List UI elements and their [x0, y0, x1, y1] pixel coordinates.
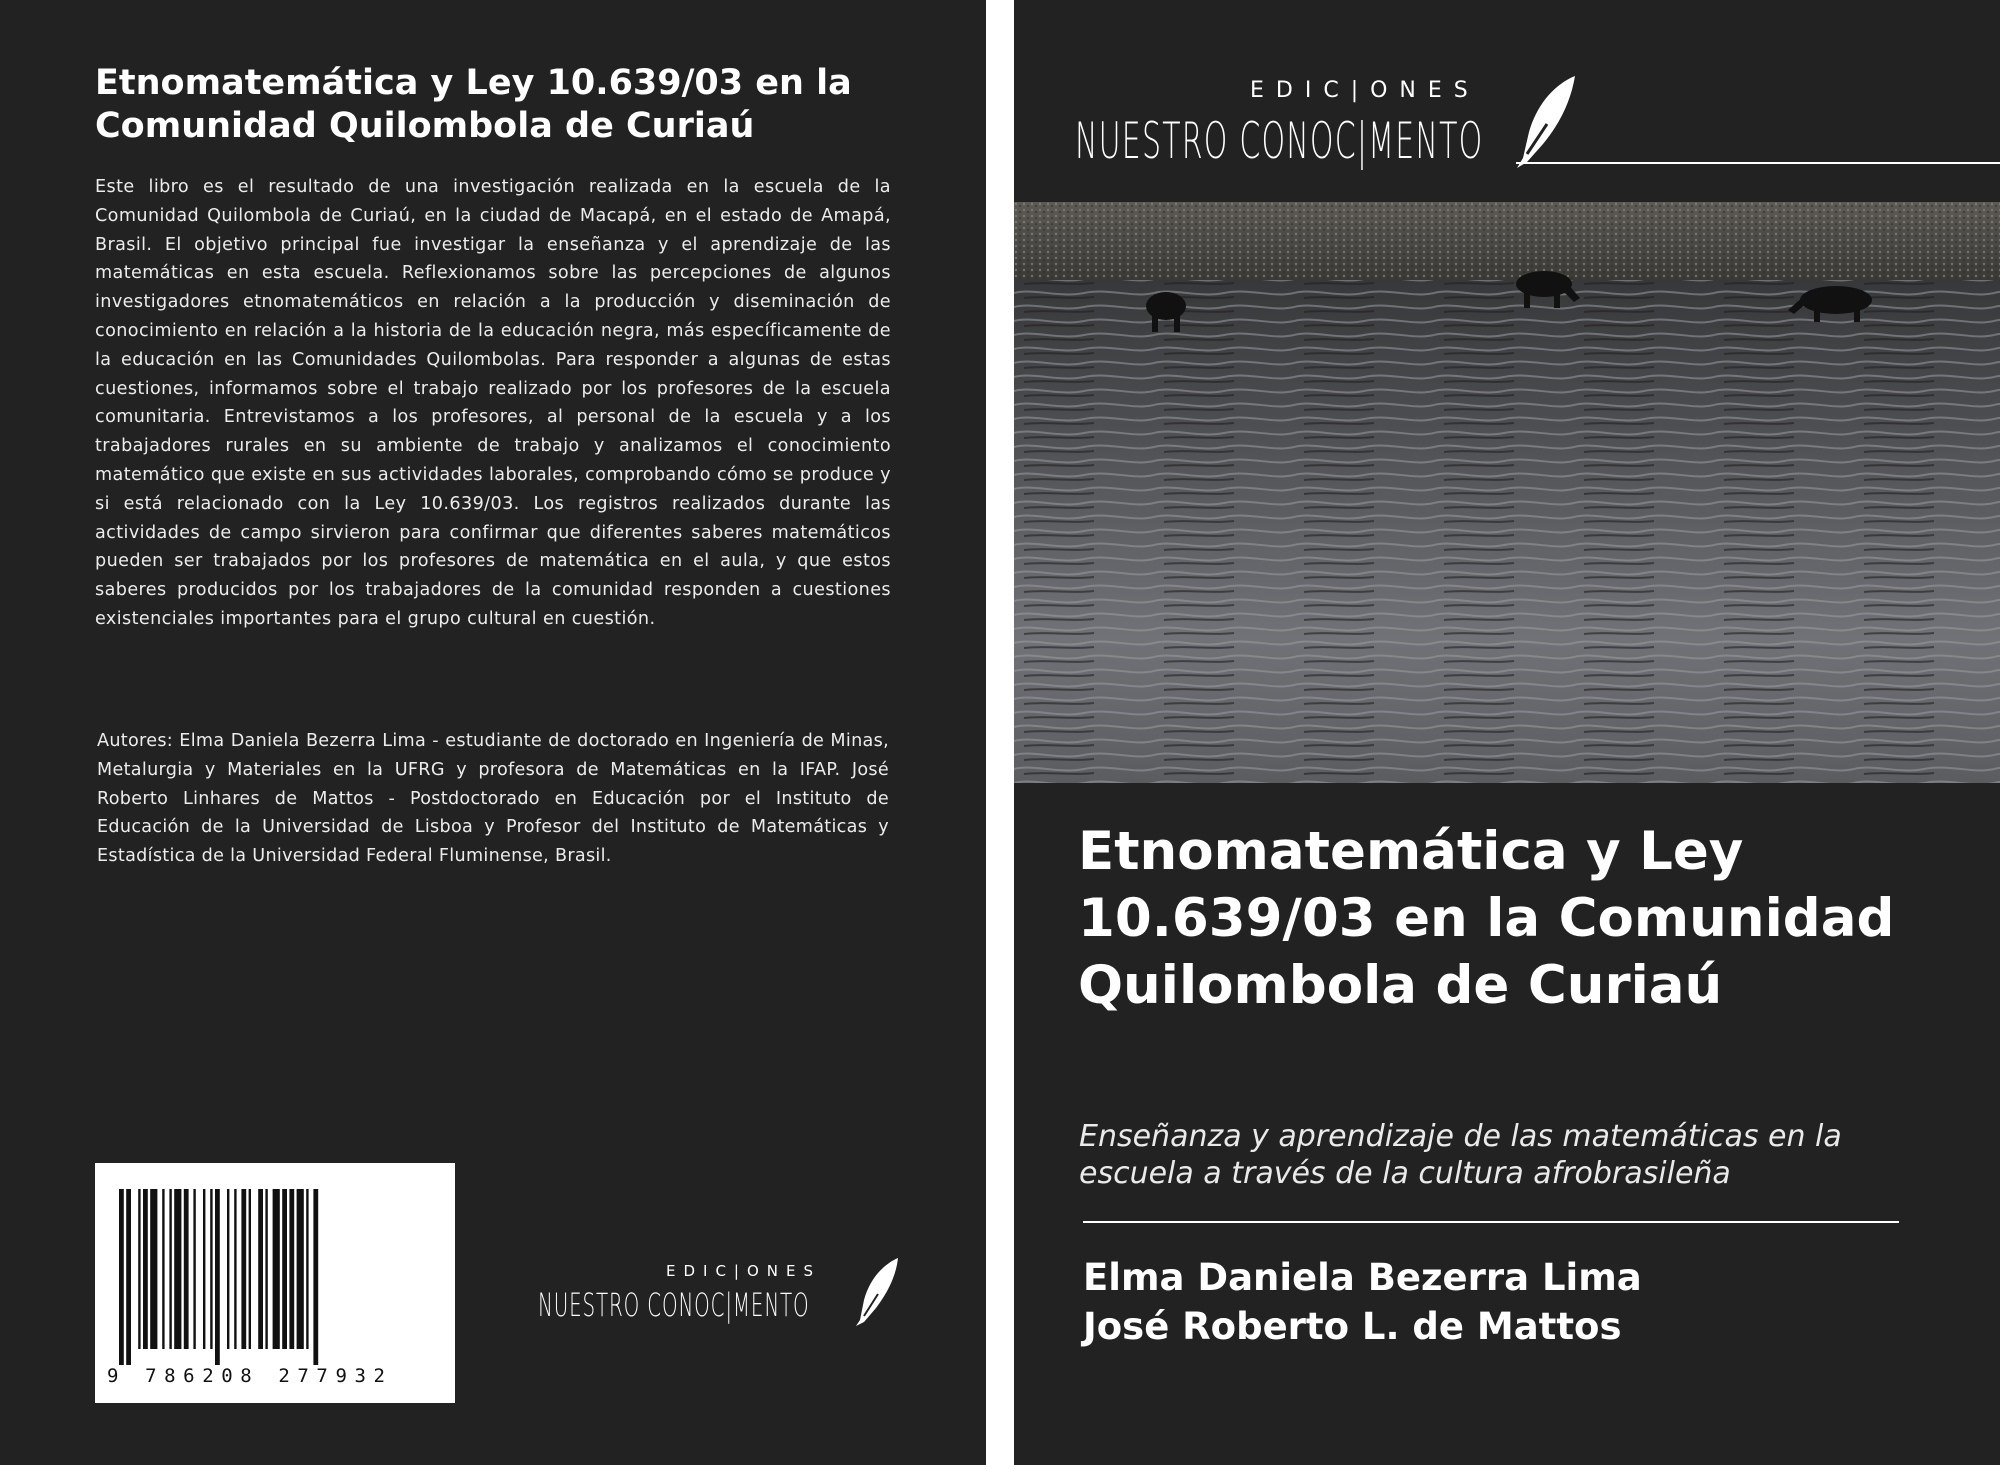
front-cover-author-2: José Roberto L. de Mattos — [1083, 1305, 1622, 1348]
barcode-bar — [282, 1189, 287, 1349]
barcode-bar — [289, 1189, 294, 1349]
publisher-line-top: EDIC|ONES — [1250, 78, 1480, 103]
river-buffalo-photo — [1014, 202, 2000, 783]
publisher-line-main: NUESTRO CONOC|MENTO — [1075, 112, 1484, 170]
barcode-bar — [215, 1189, 220, 1365]
front-cover-title: Etnomatemática y Ley 10.639/03 en la Comunidad Quilombola de Curiaú — [1078, 821, 1895, 1016]
barcode-bar — [119, 1189, 124, 1365]
barcode-bar — [313, 1189, 318, 1365]
front-cover-rule — [1083, 1221, 1899, 1223]
back-cover — [0, 0, 986, 1465]
barcode-bar — [203, 1189, 205, 1349]
barcode-bar — [193, 1189, 195, 1349]
barcode-bars — [115, 1189, 435, 1365]
barcode-bar — [143, 1189, 148, 1349]
barcode-bar — [126, 1189, 131, 1365]
back-cover-authors-bio: Autores: Elma Daniela Bezerra Lima - estudiante de doctorado en Ingeniería de Minas, Metalurgia y Materiales en la UFRG y profesora de Matemáticas en la IFAP. José Roberto Linhares de Mattos - Postdoctorado en Educación por el Instituto de Educación de la Universidad de Lisboa y Profesor del Instituto de Matemáticas y Estadística de la Universidad Federal Fluminense, Brasil. — [97, 731, 889, 867]
publisher-line-main: NUESTRO CONOC|MENTO — [538, 1286, 810, 1324]
barcode-bar — [227, 1189, 229, 1349]
pen-nib-icon — [1513, 74, 1583, 170]
publisher-line-top: EDIC|ONES — [666, 1262, 822, 1280]
barcode-bar — [241, 1189, 246, 1349]
isbn-barcode — [95, 1163, 455, 1403]
publisher-logo-back — [538, 1262, 910, 1334]
barcode-bar — [306, 1189, 308, 1349]
barcode-bar — [297, 1189, 304, 1349]
cover-photo — [1014, 202, 2000, 783]
barcode-bar — [273, 1189, 280, 1349]
barcode-bar — [210, 1189, 212, 1349]
barcode-bar — [249, 1189, 251, 1349]
barcode-bar — [234, 1189, 236, 1349]
barcode-bar — [174, 1189, 181, 1349]
pen-nib-icon — [854, 1256, 904, 1328]
back-cover-title: Etnomatemática y Ley 10.639/03 en la Comunidad Quilombola de Curiaú — [95, 63, 852, 146]
isbn-digits: 9 786208 277932 — [107, 1365, 393, 1387]
barcode-bar — [150, 1189, 157, 1349]
front-cover-author-1: Elma Daniela Bezerra Lima — [1083, 1256, 1642, 1299]
barcode-bar — [162, 1189, 164, 1349]
barcode-bar — [265, 1189, 267, 1349]
publisher-rule — [1516, 162, 2000, 164]
front-cover-subtitle: Enseñanza y aprendizaje de las matemáticas en la escuela a través de la cultura afrobrasileña — [1079, 1119, 1842, 1191]
barcode-bar — [138, 1189, 140, 1349]
barcode-bar — [258, 1189, 263, 1349]
barcode-bar — [169, 1189, 171, 1349]
back-cover-description: Este libro es el resultado de una investigación realizada en la escuela de la Comunidad Quilombola de Curiaú, en la ciudad de Macapá, en el estado de Amapá, Brasil. El objetivo principal fue investigar la enseñanza y el aprendizaje de las matemáticas en esta escuela. Reflexionamos sobre las percepciones de algunos investigadores etnomatemáticos en relación a la producción y diseminación de conocimiento en relación a la historia de la educación negra, más específicamente de la educación en las Comunidades Quilombolas. Para responder a algunas de estas cuestiones, informamos sobre el trabajo realizado por los profesores de la escuela comunitaria. Entrevistamos a los profesores, al personal de la escuela y a los trabajadores rurales en su ambiente de trabajo y analizamos el conocimiento matemático que existe en sus actividades laborales, comprobando cómo se produce y si está relacionado con la Ley 10.639/03. Los registros realizados durante las actividades de campo sirvieron para confirmar que diferentes saberes matemáticos pueden ser trabajados por los profesores de matemática en el aula, y que estos saberes producidos por los trabajadores de la comunidad responden a cuestiones existenciales importantes para el grupo cultural en cuestión. — [95, 177, 891, 629]
barcode-bar — [184, 1189, 189, 1349]
